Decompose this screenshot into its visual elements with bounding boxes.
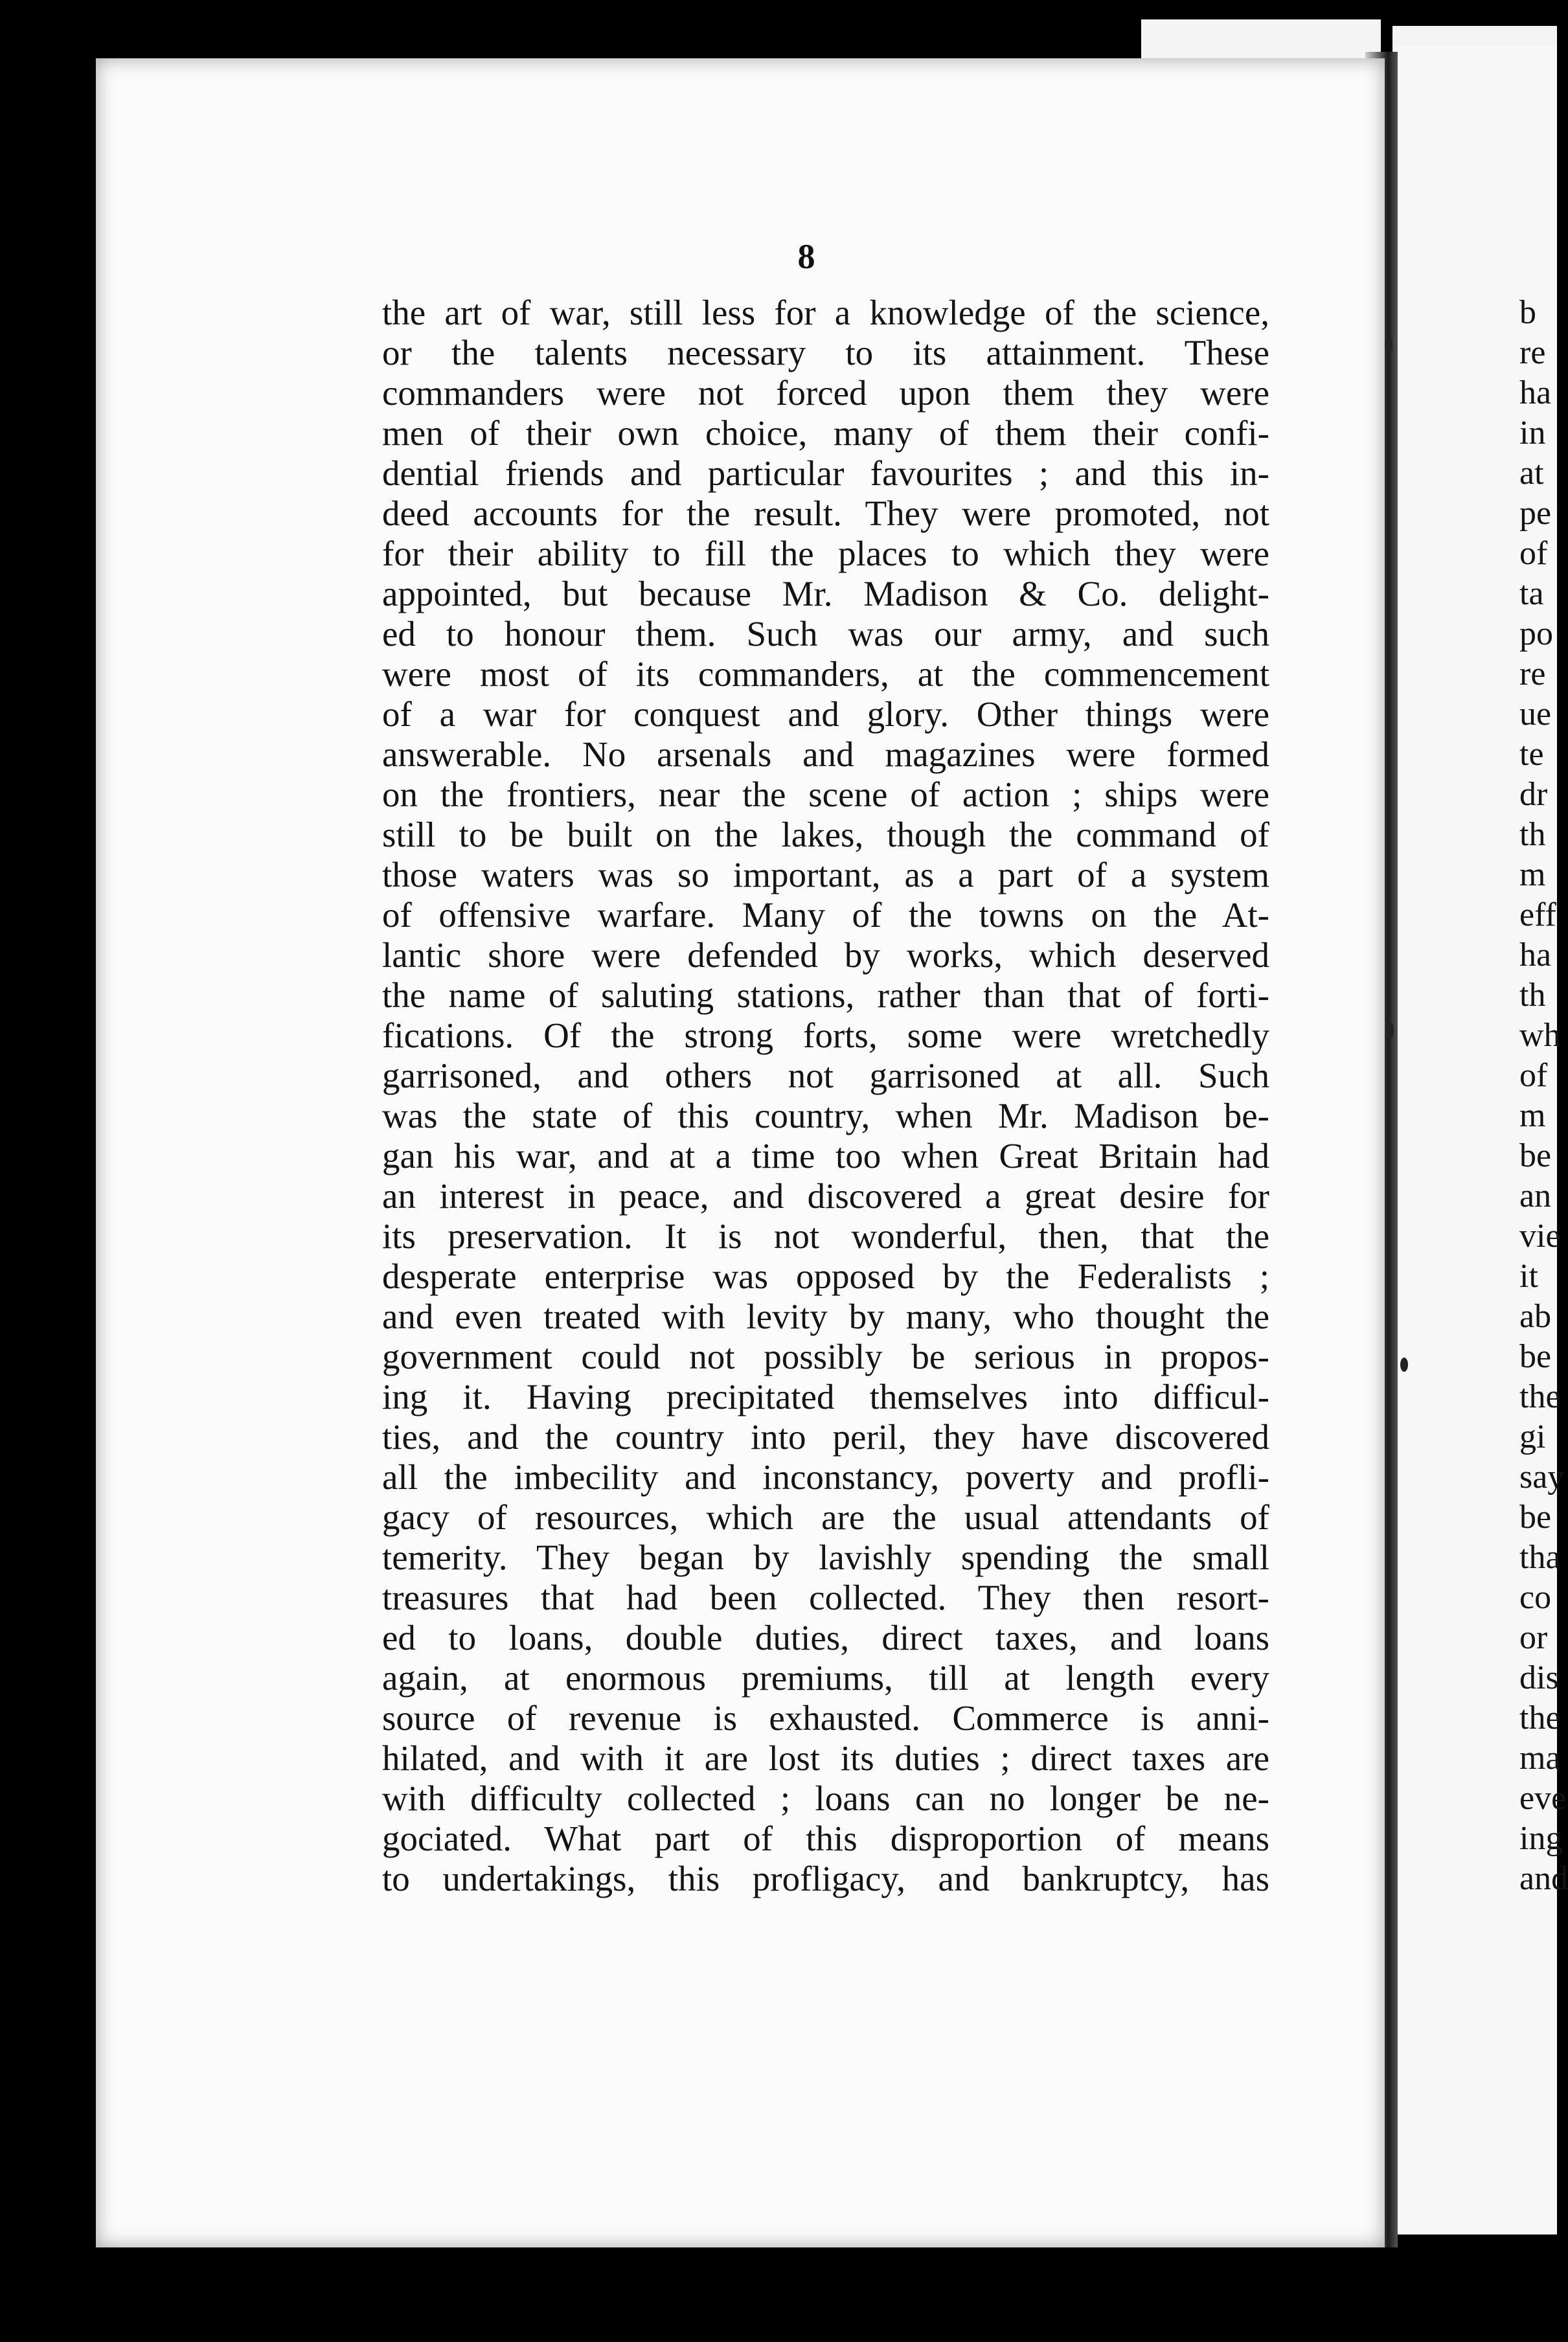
next-page-fragment: ue	[1519, 696, 1552, 733]
next-page-text-fragments	[1519, 293, 1568, 1899]
text-line: hilated, and with it are lost its duties ; direct taxes are	[382, 1738, 1269, 1778]
text-line: source of revenue is exhausted. Commerce is anni-	[382, 1698, 1269, 1738]
text-line: commanders were not forced upon them they were	[382, 373, 1269, 413]
next-page-fragment: of	[1519, 1057, 1548, 1094]
text-line: the name of saluting stations, rather than that of forti-	[382, 975, 1269, 1015]
text-line: with difficulty collected ; loans can no longer be ne-	[382, 1779, 1269, 1818]
text-line: those waters was so important, as a part of a system	[382, 855, 1269, 894]
text-line: ties, and the country into peril, they have discovered	[382, 1417, 1269, 1457]
next-page-fragment: dr	[1519, 776, 1548, 813]
text-line: again, at enormous premiums, till at length every	[382, 1658, 1269, 1698]
next-page-fragment: ta	[1519, 575, 1544, 612]
next-page-fragment: ha	[1519, 937, 1552, 973]
text-line: garrisoned, and others not garrisoned at all. Such	[382, 1056, 1269, 1095]
text-line: was the state of this country, when Mr. Madison be-	[382, 1096, 1269, 1135]
next-page-fragment: it	[1519, 1258, 1538, 1295]
text-line: men of their own choice, many of them their confi-	[382, 413, 1269, 453]
text-line: ing it. Having precipitated themselves into difficul-	[382, 1377, 1269, 1416]
next-page-fragment: th	[1519, 977, 1546, 1014]
next-page-fragment: be	[1519, 1499, 1552, 1536]
next-page-fragment: or	[1519, 1619, 1548, 1656]
binding-mark	[1386, 1022, 1394, 1039]
binding-mark	[1400, 1358, 1408, 1372]
next-page-fragment: be	[1519, 1137, 1552, 1174]
next-page-fragment: in	[1519, 415, 1546, 451]
text-line: for their ability to fill the places to which they were	[382, 534, 1269, 573]
text-line: dential friends and particular favourites ; and this in-	[382, 453, 1269, 493]
page-number: 8	[797, 237, 815, 276]
text-line: of a war for conquest and glory. Other things were	[382, 694, 1269, 734]
text-line: lantic shore were defended by works, which deserved	[382, 935, 1269, 975]
next-page-fragment: m	[1519, 1097, 1546, 1134]
text-line: still to be built on the lakes, though the command of	[382, 815, 1269, 854]
next-page-fragment: be	[1519, 1338, 1552, 1375]
next-page-fragment: ing	[1519, 1820, 1563, 1857]
next-page-fragment: eff	[1519, 896, 1556, 933]
next-page-fragment: gi	[1519, 1418, 1546, 1455]
text-line: gan his war, and at a time too when Great Britain had	[382, 1136, 1269, 1176]
next-page-fragment: eve	[1519, 1780, 1567, 1817]
next-page-fragment: wh	[1519, 1017, 1561, 1054]
text-line: to undertakings, this profligacy, and bankruptcy, has	[382, 1859, 1269, 1898]
text-line: its preservation. It is not wonderful, then, that the	[382, 1216, 1269, 1256]
next-page-fragment: ma	[1519, 1740, 1561, 1777]
next-page-fragment: tha	[1519, 1539, 1561, 1576]
text-line: temerity. They began by lavishly spending the small	[382, 1538, 1269, 1577]
text-line: gacy of resources, which are the usual attendants of	[382, 1497, 1269, 1537]
text-line: answerable. No arsenals and magazines were formed	[382, 734, 1269, 774]
text-line: were most of its commanders, at the commencement	[382, 654, 1269, 694]
text-line: appointed, but because Mr. Madison & Co. delight-	[382, 574, 1269, 613]
next-page-fragment: vie	[1519, 1218, 1561, 1255]
next-page-fragment: te	[1519, 736, 1544, 773]
text-line: all the imbecility and inconstancy, poverty and profli-	[382, 1457, 1269, 1497]
text-line: of offensive warfare. Many of the towns on the At-	[382, 895, 1269, 935]
next-page-fragment: dis	[1519, 1659, 1559, 1696]
next-page-fragment: co	[1519, 1579, 1552, 1616]
next-page-fragment: ab	[1519, 1298, 1552, 1335]
text-line: fications. Of the strong forts, some were wretchedly	[382, 1016, 1269, 1055]
next-page-fragment: ha	[1519, 374, 1552, 411]
page-body-text	[382, 293, 1269, 1899]
text-line: ed to loans, double duties, direct taxes, and loans	[382, 1618, 1269, 1657]
text-line: the art of war, still less for a knowledge of the science,	[382, 293, 1269, 332]
next-page-top-edge	[1141, 19, 1381, 58]
next-page-fragment: re	[1519, 334, 1546, 371]
text-line: an interest in peace, and discovered a great desire for	[382, 1176, 1269, 1216]
next-page-fragment: an	[1519, 1177, 1552, 1214]
next-page-fragment: say	[1519, 1459, 1565, 1495]
text-line: deed accounts for the result. They were promoted, not	[382, 494, 1269, 533]
next-page-fragment: and	[1519, 1860, 1568, 1897]
next-page-fragment: of	[1519, 535, 1548, 572]
next-page-fragment: m	[1519, 856, 1546, 893]
text-line: and even treated with levity by many, who thought the	[382, 1297, 1269, 1336]
next-page-fragment: re	[1519, 655, 1546, 692]
text-line: or the talents necessary to its attainment. These	[382, 333, 1269, 372]
text-line: desperate enterprise was opposed by the Federalists ;	[382, 1256, 1269, 1296]
next-page-fragment: po	[1519, 615, 1553, 652]
text-line: on the frontiers, near the scene of action ; ships were	[382, 775, 1269, 814]
next-page-fragment: the	[1519, 1700, 1561, 1736]
next-page-fragment: th	[1519, 816, 1546, 853]
text-line: gociated. What part of this disproportion of means	[382, 1819, 1269, 1858]
text-line: government could not possibly be serious in propos-	[382, 1337, 1269, 1376]
next-page-fragment: at	[1519, 455, 1544, 492]
next-page-fragment: b	[1519, 294, 1536, 331]
binding-mark	[1385, 338, 1392, 352]
text-line: treasures that had been collected. They then resort-	[382, 1578, 1269, 1617]
text-line: ed to honour them. Such was our army, and such	[382, 614, 1269, 654]
next-page-fragment: the	[1519, 1378, 1561, 1415]
next-page-fragment: pe	[1519, 495, 1552, 532]
